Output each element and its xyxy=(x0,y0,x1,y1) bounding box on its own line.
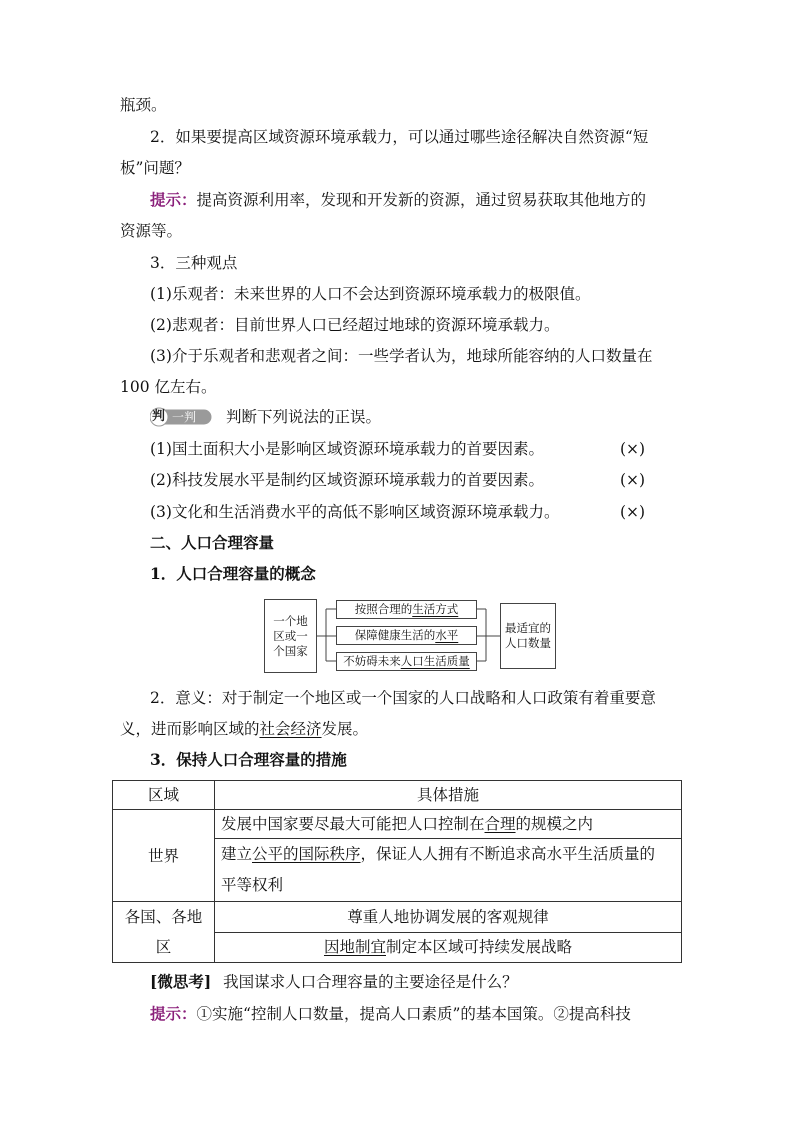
table-cell-local xyxy=(113,902,215,963)
hint-label: 提示： xyxy=(150,190,197,209)
cell-text: 建立 xyxy=(221,845,253,863)
cell-text-end: 的规模之内 xyxy=(515,815,594,833)
diagram-mid-text: 不妨碍未来 xyxy=(343,654,401,668)
cell-text: 发展中国家要尽最大可能把人口控制在 xyxy=(221,815,485,833)
subheading-concept: 1．人口合理容量的概念 xyxy=(150,564,316,583)
significance-line-1: 2．意义：对于制定一个地区或一个国家的人口战略和人口政策有着重要意 xyxy=(150,689,656,707)
table-row xyxy=(113,902,682,933)
judge-title: 判断下列说法的正误。 xyxy=(226,408,382,426)
measures-table xyxy=(112,780,682,963)
diagram-left-line: 区或一 xyxy=(273,628,308,643)
table-cell-world: 世界 xyxy=(113,810,215,902)
judge-item-2: (2)科技发展水平是制约区域资源环境承载力的首要因素。 xyxy=(150,471,544,489)
table-cell xyxy=(215,839,682,902)
cell-underlined: 公平的国际秩序 xyxy=(252,845,361,863)
significance-text-end: 发展。 xyxy=(321,720,369,738)
diagram-left-line: 个国家 xyxy=(273,643,308,658)
diagram-mid-underlined: 生活方式 xyxy=(412,602,459,616)
diagram-mid-underlined: 水平 xyxy=(435,628,459,642)
judge-badge-text: 一判 xyxy=(172,410,197,424)
judge-answer-2: (×) xyxy=(620,471,646,489)
judge-item-3: (3)文化和生活消费水平的高低不影响区域资源环境承载力。 xyxy=(150,503,560,521)
judge-answer-1: (×) xyxy=(620,440,646,458)
hint-text: ①实施“控制人口数量，提高人口素质”的基本国策。②提高科技 xyxy=(196,1005,631,1023)
diagram-mid-box-2 xyxy=(336,626,477,645)
table-header-region: 区域 xyxy=(113,781,215,810)
cell-text-end: ，保证人人拥有不断追求高水平生活质量的 xyxy=(360,845,656,863)
significance-text: 义，进而影响区域的 xyxy=(120,720,260,738)
hint-line-1 xyxy=(150,189,646,211)
hint-line-2: 资源等。 xyxy=(120,222,183,240)
think-label: [微思考] xyxy=(150,972,212,991)
section-heading-2: 二、人口合理容量 xyxy=(150,533,275,552)
diagram-left-box xyxy=(264,599,317,673)
hint-label: 提示： xyxy=(150,1004,197,1023)
view-middle-line-1: (3)介于乐观者和悲观者之间：一些学者认为，地球所能容纳的人口数量在 xyxy=(150,347,653,365)
table-cell xyxy=(215,932,682,963)
hint-line-3 xyxy=(150,1003,631,1025)
view-middle-line-2: 100 亿左右。 xyxy=(120,378,217,396)
view-optimist: (1)乐观者：未来世界的人口不会达到资源环境承载力的极限值。 xyxy=(150,285,591,303)
diagram-mid-box-3 xyxy=(336,652,477,671)
text-line: 瓶颈。 xyxy=(120,96,167,114)
diagram-right-line: 人口数量 xyxy=(505,636,551,650)
cell-text: 各国、各地 xyxy=(124,908,203,926)
diagram-left-line: 一个地 xyxy=(273,613,308,628)
judge-badge-char: 判 xyxy=(152,409,166,424)
question-2-line-1: 2．如果要提高区域资源环境承载力，可以通过哪些途径解决自然资源“短 xyxy=(150,128,649,146)
judge-badge xyxy=(150,407,212,427)
table-cell xyxy=(215,810,682,839)
cell-underlined: 合理 xyxy=(484,815,516,833)
diagram-right-line: 最适宜的 xyxy=(505,621,551,635)
think-question: 我国谋求人口合理容量的主要途径是什么？ xyxy=(223,973,518,991)
table-cell: 尊重人地协调发展的客观规律 xyxy=(215,902,682,933)
diagram-mid-text: 按照合理的 xyxy=(354,602,413,616)
diagram-mid-box-1 xyxy=(336,600,477,619)
significance-underlined: 社会经济 xyxy=(259,720,322,738)
hint-text: 提高资源利用率，发现和开发新的资源，通过贸易获取其他地方的 xyxy=(196,191,647,209)
judge-answer-3: (×) xyxy=(620,503,646,521)
subheading-measures: 3．保持人口合理容量的措施 xyxy=(150,750,347,769)
view-pessimist: (2)悲观者：目前世界人口已经超过地球的资源环境承载力。 xyxy=(150,316,560,334)
table-row xyxy=(113,810,682,839)
question-2-line-2: 板”问题？ xyxy=(120,159,190,177)
table-header-row xyxy=(113,781,682,810)
table-header-measures: 具体措施 xyxy=(215,781,682,810)
cell-text-wrap: 区 xyxy=(155,938,172,956)
heading-three-views: 3．三种观点 xyxy=(150,254,238,272)
diagram-mid-underlined: 人口生活质量 xyxy=(400,654,470,668)
cell-underlined: 因地制宜 xyxy=(323,938,386,957)
think-line xyxy=(150,971,518,993)
cell-text-wrap: 平等权利 xyxy=(221,876,284,894)
judge-item-1: (1)国土面积大小是影响区域资源环境承载力的首要因素。 xyxy=(150,440,544,458)
diagram-mid-text: 保障健康生活的 xyxy=(354,628,436,642)
diagram-right-box xyxy=(500,603,556,669)
cell-text-end: 制定本区域可持续发展战略 xyxy=(386,938,573,957)
significance-line-2 xyxy=(120,718,368,740)
